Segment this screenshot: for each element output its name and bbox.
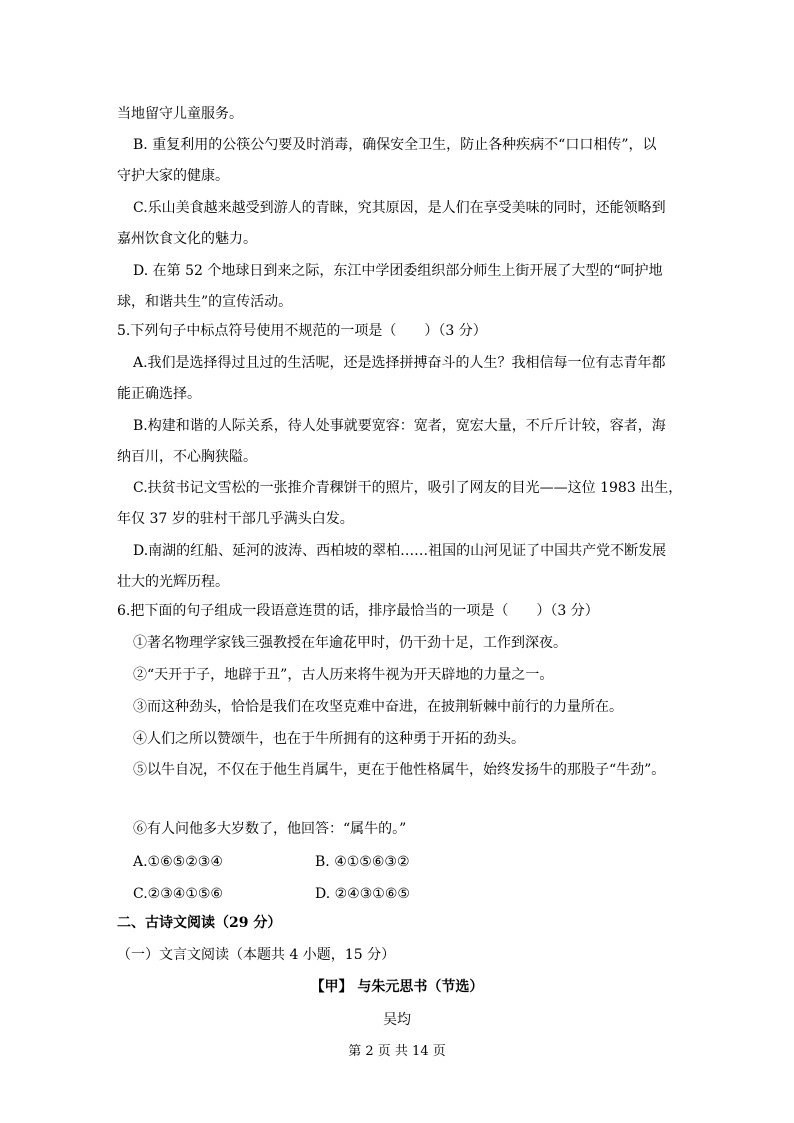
q5-option-c-line1: C.扶贫书记文雪松的一张推介青稞饼干的照片，吸引了网友的目光——这位 1983 出生，	[133, 480, 683, 496]
q4-option-d-line2: 球，和谐共生”的宣传活动。	[117, 294, 293, 310]
q5-option-d-line2: 壮大的光辉历程。	[117, 574, 229, 590]
q6-sentence-2: ②“天开于子，地辟于丑”，古人历来将牛视为开天辟地的力量之一。	[133, 667, 554, 683]
q5-option-d-line1: D.南湖的红船、延河的波涛、西柏坡的翠柏……祖国的山河见证了中国共产党不断发展	[133, 543, 667, 559]
q4-a-end: 当地留守儿童服务。	[117, 106, 243, 122]
q4-option-d-line1: D. 在第 52 个地球日到来之际，东江中学团委组织部分师生上街开展了大型的“呵护地	[133, 263, 663, 279]
q5-option-b-line2: 纳百川，不心胸狭隘。	[117, 449, 257, 465]
q6-sentence-5: ⑤以牛自况，不仅在于他生肖属牛，更在于他性格属牛，始终发扬牛的那股子“牛劲”。	[133, 762, 666, 778]
q4-option-c-line2: 嘉州饮食文化的魅力。	[117, 231, 257, 247]
q6-sentence-6: ⑥有人问他多大岁数了，他回答：“属牛的。”	[133, 821, 407, 837]
section-heading: 二、古诗文阅读（29 分）	[117, 915, 282, 931]
passage-author: 吴均	[383, 1012, 411, 1028]
page-number: 第 2 页 共 14 页	[348, 1044, 446, 1059]
q4-option-b-line1: B. 重复利用的公筷公勺要及时消毒，确保安全卫生，防止各种疾病不“口口相传”，以	[133, 137, 657, 153]
section-subheading: （一）文言文阅读（本题共 4 小题，15 分）	[117, 947, 396, 963]
q5-option-a-line2: 能正确选择。	[117, 386, 201, 402]
q4-option-b-line2: 守护大家的健康。	[117, 168, 229, 184]
q6-sentence-4: ④人们之所以赞颂牛，也在于牛所拥有的这种勇于开拓的劲头。	[133, 731, 525, 747]
q5-option-a-line1: A.我们是选择得过且过的生活呢，还是选择拼搏奋斗的人生？我相信每一位有志青年都	[133, 355, 666, 371]
q6-option-a: A.①⑥⑤②③④	[133, 854, 223, 870]
q5-stem: 5.下列句子中标点符号使用不规范的一项是（ ）（3 分）	[117, 323, 487, 339]
q6-sentence-3: ③而这种劲头，恰恰是我们在攻坚克难中奋进，在披荆斩棘中前行的力量所在。	[133, 699, 623, 715]
passage-title: 【甲】 与朱元思书（节选）	[310, 979, 484, 995]
q6-option-c: C.②③④①⑤⑥	[133, 886, 223, 902]
q6-sentence-1: ①著名物理学家钱三强教授在年逾花甲时，仍干劲十足，工作到深夜。	[133, 635, 567, 651]
q6-option-b: B. ④①⑤⑥③②	[315, 854, 410, 870]
q6-option-d: D. ②④③①⑥⑤	[315, 886, 410, 902]
q5-option-c-line2: 年仅 37 岁的驻村干部几乎满头白发。	[117, 511, 354, 527]
q5-option-b-line1: B.构建和谐的人际关系，待人处事就要宽容：宽者，宽宏大量，不斤斤计较，容者，海	[133, 418, 666, 434]
q4-option-c-line1: C.乐山美食越来越受到游人的青睐，究其原因，是人们在享受美味的同时，还能领略到	[133, 200, 666, 216]
q6-stem: 6.把下面的句子组成一段语意连贯的话，排序最恰当的一项是（ ）（3 分）	[117, 603, 599, 619]
